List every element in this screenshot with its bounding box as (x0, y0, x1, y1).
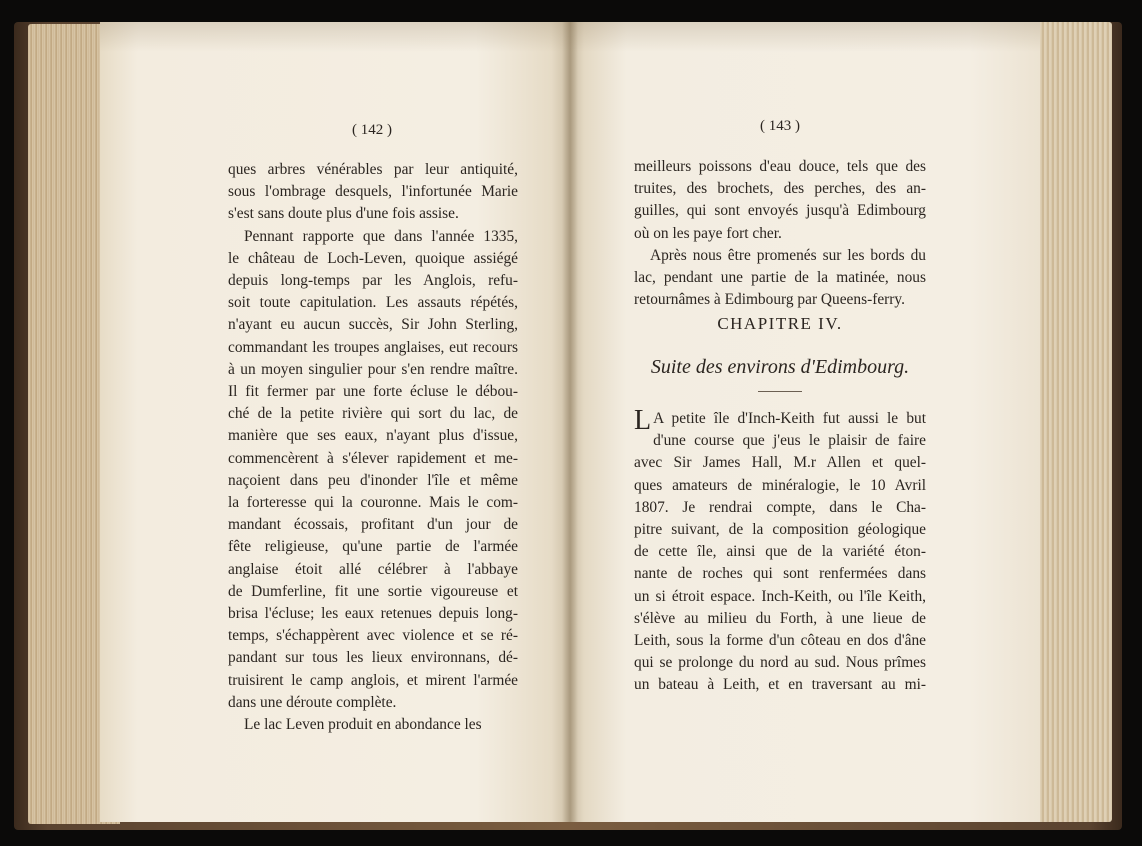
text-line: soit toute capitulation. Les assauts répétés, (228, 294, 518, 312)
drop-cap: L (634, 405, 652, 436)
text-line: un si étroit espace. Inch-Keith, ou l'île Keith, (634, 587, 926, 605)
text-line: ché de la petite rivière qui sort du lac, de (228, 405, 518, 423)
text-line: de Dumferline, fit une sortie vigoureuse et (228, 582, 518, 600)
text-line: depuis long-temps par les Anglois, refu- (228, 272, 518, 290)
text-line: commandant les troupes anglaises, eut recours (228, 338, 518, 356)
right-page-edges (1030, 22, 1112, 822)
text-line: 1807. Je rendrai compte, dans le Cha- (634, 498, 926, 516)
text-line: truisirent le camp anglois, et mirent l'armée (228, 671, 518, 689)
text-line: le château de Loch-Leven, quoique assiégé (228, 249, 518, 267)
text-line: mandant écossais, profitant d'un jour de (228, 516, 518, 534)
right-page (570, 22, 1040, 822)
text-line: nante de roches qui sont renfermées dans (634, 565, 926, 583)
page-shade (100, 22, 570, 52)
text-line: retournâmes à Edimbourg par Queens-ferry. (634, 291, 905, 309)
text-line: de cette île, ainsi que de la variété éton- (634, 543, 926, 561)
text-line: pitre suivant, de la composition géologique (634, 521, 926, 539)
text-line: s'élève au milieu du Forth, à une lieue de (634, 609, 926, 627)
text-line: lac, pendant une partie de la matinée, nous (634, 269, 926, 287)
text-line: brisa l'écluse; les eaux retenues depuis long- (228, 605, 518, 623)
text-line: n'ayant eu aucun succès, Sir John Sterling, (228, 316, 518, 334)
text-line: commencèrent à s'élever rapidement et me- (228, 449, 518, 467)
right-page-text-bottom (634, 405, 926, 697)
text-line: naçoient dans peu d'inonder l'île et même (228, 471, 518, 489)
chapter-subtitle: Suite des environs d'Edimbourg. (650, 356, 910, 378)
left-page (100, 22, 570, 822)
page-number-right: ( 143 ) (760, 118, 800, 134)
text-line: anglaise étoit allé célébrer à l'abbaye (228, 560, 518, 578)
text-line: à un moyen singulier pour s'en rendre maître. (228, 360, 518, 378)
text-line: ques amateurs de minéralogie, le 10 Avril (634, 476, 926, 494)
text-line: temps, s'échappèrent avec violence et se ré- (228, 627, 518, 645)
text-line: dans une déroute complète. (228, 693, 397, 711)
text-line: meilleurs poissons d'eau douce, tels que des (634, 158, 926, 175)
text-line: un bateau à Leith, et en traversant au mi- (634, 676, 926, 694)
text-line: Après nous être promenés sur les bords du (650, 246, 926, 264)
right-page-text-top (634, 156, 926, 311)
text-line: Leith, sous la forme d'un côteau en dos d'âne (634, 632, 926, 650)
left-page-text (228, 159, 518, 736)
text-line: où on les paye fort cher. (634, 224, 782, 242)
text-line (634, 405, 926, 436)
page-shade (570, 22, 1040, 52)
text-line: s'est sans doute plus d'une fois assise. (228, 205, 459, 223)
text-line: Le lac Leven produit en abondance les (244, 716, 482, 734)
chapter-rule (758, 391, 802, 392)
text-line: la forteresse qui la couronne. Mais le com- (228, 494, 518, 512)
chapter-title: CHAPITRE IV. (717, 314, 843, 333)
text-line: qui se prolonge du nord au sud. Nous prîmes (634, 654, 926, 672)
text-line: truites, des brochets, des perches, des an- (634, 180, 926, 198)
text-line: manière que ses eaux, n'ayant plus d'issue, (228, 427, 518, 445)
text-line: sous l'ombrage desquels, l'infortunée Marie (228, 183, 518, 201)
text-line: d'une course que j'eus le plaisir de faire (653, 432, 926, 450)
first-line-text: A petite île d'Inch-Keith fut aussi le but (653, 410, 926, 427)
text-line: pandant sur tous les lieux environnans, dé- (228, 649, 518, 667)
book-gutter (562, 22, 578, 822)
text-line: Pennant rapporte que dans l'année 1335, (244, 227, 518, 245)
text-line: guilles, qui sont envoyés jusqu'à Edimbourg (634, 202, 926, 220)
page-number-left: ( 142 ) (352, 122, 392, 138)
text-line: fête religieuse, qu'une partie de l'armée (228, 538, 518, 556)
text-line: ques arbres vénérables par leur antiquité, (228, 161, 518, 178)
right-page-paragraph (634, 430, 926, 696)
text-line: Il fit fermer par une forte écluse le débou- (228, 383, 518, 401)
text-line: avec Sir James Hall, M.r Allen et quel- (634, 454, 926, 472)
